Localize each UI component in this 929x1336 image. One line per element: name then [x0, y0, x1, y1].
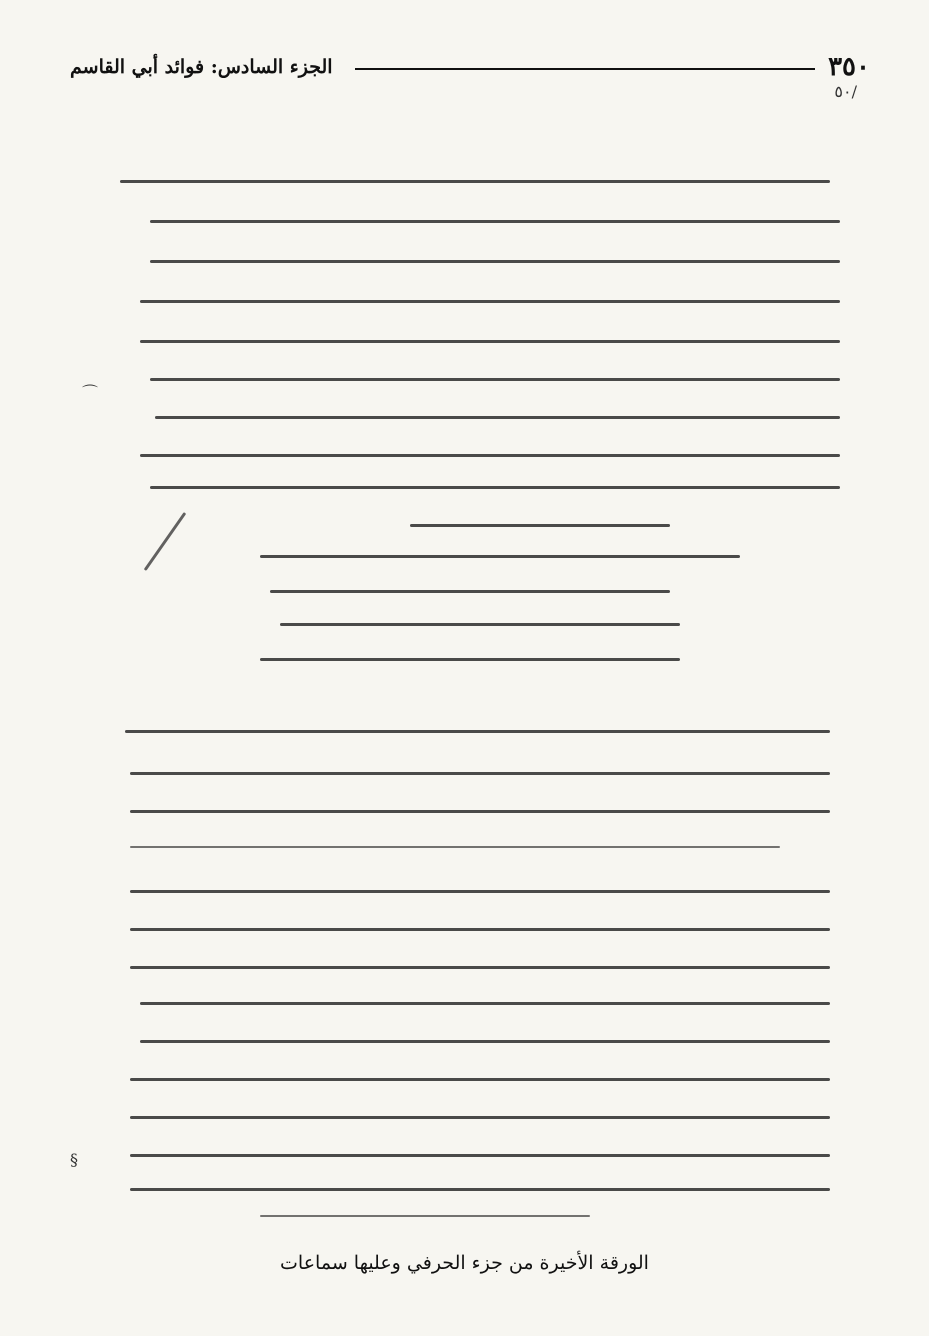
handwriting-line	[155, 416, 840, 419]
margin-mark: ⌒	[82, 383, 99, 402]
handwriting-line	[130, 1116, 830, 1119]
manuscript-image	[110, 160, 840, 1220]
header-rule	[355, 68, 815, 70]
handwriting-line	[125, 730, 830, 733]
margin-mark: §	[70, 1150, 78, 1169]
handwriting-line	[130, 890, 830, 893]
handwriting-line	[130, 1078, 830, 1081]
handwriting-line	[150, 378, 840, 381]
handwriting-line	[260, 555, 740, 558]
handwriting-line	[130, 928, 830, 931]
figure-caption: الورقة الأخيرة من جزء الحرفي وعليها سماعات	[280, 1252, 649, 1274]
margin-note	[144, 512, 187, 571]
handwriting-line	[280, 623, 680, 626]
handwriting-line	[130, 772, 830, 775]
page-number: ٣٥٠	[828, 52, 870, 82]
handwriting-line	[140, 300, 840, 303]
handwriting-line	[150, 220, 840, 223]
handwriting-line	[150, 486, 840, 489]
page-header	[70, 50, 870, 90]
handwriting-line	[150, 260, 840, 263]
handwriting-line	[130, 810, 830, 813]
handwriting-line	[120, 180, 830, 183]
handwriting-line	[270, 590, 670, 593]
handwriting-line	[140, 340, 840, 343]
handwriting-line	[410, 524, 670, 527]
handwriting-line	[260, 1215, 590, 1217]
handwriting-line	[130, 846, 780, 848]
handwriting-line	[260, 658, 680, 661]
handwriting-line	[130, 1154, 830, 1157]
running-title: الجزء السادس: فوائد أبي القاسم	[70, 56, 333, 78]
handwriting-line	[130, 966, 830, 969]
handwriting-line	[140, 1002, 830, 1005]
handwriting-line	[140, 1040, 830, 1043]
handwriting-line	[130, 1188, 830, 1191]
handwriting-line	[140, 454, 840, 457]
folio-mark: ٥٠/	[834, 82, 857, 101]
